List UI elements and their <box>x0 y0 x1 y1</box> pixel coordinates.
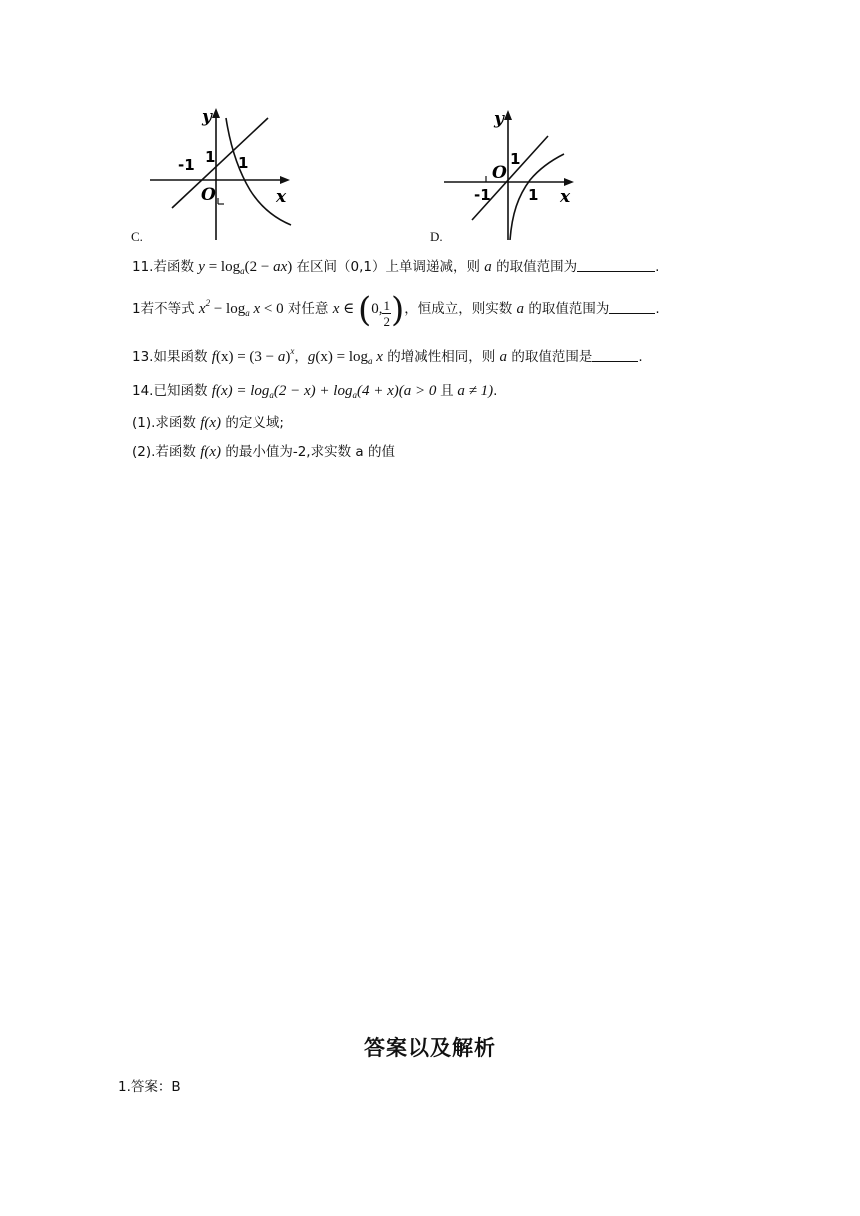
figure-d-origin-label: O <box>492 163 507 183</box>
question-text: . <box>638 349 643 365</box>
math-subscript: a <box>245 308 250 318</box>
question-text: (2).若函数 <box>132 444 201 460</box>
question-text: 对任意 <box>283 301 333 317</box>
math-superscript: 2 <box>205 298 211 308</box>
math-paren: ( <box>357 290 372 330</box>
figure-c-one-y-label: 1 <box>205 148 216 166</box>
question-14 <box>132 379 497 400</box>
math-fraction <box>382 298 391 329</box>
math-expr: (2 − x) + log <box>273 383 353 399</box>
question-text: (1).求函数 <box>132 415 201 431</box>
math-expr: 0, <box>371 301 383 317</box>
question-text: 如果函数 <box>153 349 212 365</box>
figure-d-y-label: y <box>494 109 504 129</box>
math-expr: = (3 − <box>233 349 278 365</box>
math-var: x <box>249 301 261 317</box>
math-subscript: a <box>269 390 274 400</box>
fraction-numerator: 1 <box>383 298 390 313</box>
question-text: 的取值范围为 <box>524 301 610 317</box>
math-expr: (x) <box>215 349 234 365</box>
figure-d-neg-one-label: -1 <box>474 186 491 204</box>
math-superscript: x <box>290 346 295 356</box>
math-expr: (x) <box>315 349 333 365</box>
figure-c-one-x-label: 1 <box>238 154 249 172</box>
math-var: a <box>484 259 492 275</box>
question-number: 13. <box>132 349 154 365</box>
question-text: . <box>493 383 498 399</box>
question-14-part-2 <box>132 440 395 461</box>
figure-d-x-label: x <box>560 187 571 207</box>
figure-c <box>146 104 296 244</box>
fraction-denominator: 2 <box>383 314 390 329</box>
question-14-part-1 <box>132 411 284 432</box>
math-var: a <box>516 301 525 317</box>
math-expr: < 0 <box>260 301 284 317</box>
question-text: . <box>655 259 660 275</box>
math-expr: a ≠ 1) <box>453 383 494 399</box>
math-var: x <box>372 349 383 365</box>
question-12 <box>132 290 660 330</box>
math-var: a <box>499 349 508 365</box>
math-expr: = log <box>332 349 369 365</box>
answer-blank <box>609 301 655 314</box>
answer-1: 1.答案：B <box>118 1079 181 1095</box>
math-var: x <box>198 301 206 317</box>
answer-blank <box>577 259 655 272</box>
math-subscript: a <box>352 390 357 400</box>
question-text: 已知函数 <box>153 383 212 399</box>
question-text: 的取值范围是 <box>507 349 593 365</box>
question-text: 的取值范围为 <box>491 259 578 275</box>
option-d-label: D. <box>430 229 443 244</box>
figure-c-origin-label: O <box>201 185 216 205</box>
question-text: 的最小值为-2,求实数 a 的值 <box>221 444 395 460</box>
question-text: 的增减性相同，则 <box>382 349 500 365</box>
math-var: x <box>332 301 340 317</box>
question-text: 若函数 <box>153 259 199 275</box>
question-text: ，恒成立，则实数 <box>404 301 517 317</box>
math-expr: − log <box>210 301 246 317</box>
question-text: . <box>655 301 660 317</box>
figure-c-x-label: x <box>276 187 287 207</box>
figure-d-graph <box>442 104 582 244</box>
math-expr: (2 − <box>244 259 274 275</box>
question-text: ， <box>294 349 308 365</box>
math-subscript: a <box>240 266 245 276</box>
math-var: y <box>198 259 205 275</box>
math-paren: ) <box>390 290 405 330</box>
math-expr: = log <box>204 259 241 275</box>
question-number: 14. <box>132 383 154 399</box>
answers-heading: 答案以及解析 <box>364 1036 496 1060</box>
math-expr: ) <box>287 259 293 275</box>
math-expr: f(x) <box>200 444 222 460</box>
question-13 <box>132 345 643 366</box>
math-var: g <box>307 349 316 365</box>
question-number: 1 <box>132 301 141 317</box>
math-expr: f(x) = log <box>211 383 270 399</box>
math-expr: ) <box>285 349 291 365</box>
figure-d <box>442 104 582 244</box>
math-expr: f(x) <box>200 415 222 431</box>
question-number: 11. <box>132 259 154 275</box>
question-text: 在区间（0,1）上单调递减，则 <box>292 259 485 275</box>
figure-d-one-y-label: 1 <box>510 150 521 168</box>
math-subscript: a <box>368 356 373 366</box>
answer-blank <box>592 349 638 362</box>
figure-c-graph <box>146 104 296 244</box>
question-text: 若不等式 <box>140 301 199 317</box>
option-c-label: C. <box>131 229 143 244</box>
figure-c-y-label: y <box>202 107 212 127</box>
question-text: 的定义域; <box>221 415 284 431</box>
figure-c-neg-one-label: -1 <box>178 156 195 174</box>
math-var: f <box>211 349 216 365</box>
figure-d-one-x-label: 1 <box>528 186 539 204</box>
math-expr: (4 + x)(a > 0 <box>356 383 441 399</box>
math-expr: ∈ <box>339 301 358 317</box>
math-var: a <box>277 349 286 365</box>
question-text: 且 <box>440 383 454 399</box>
math-var: ax <box>273 259 288 275</box>
question-11 <box>132 255 659 276</box>
